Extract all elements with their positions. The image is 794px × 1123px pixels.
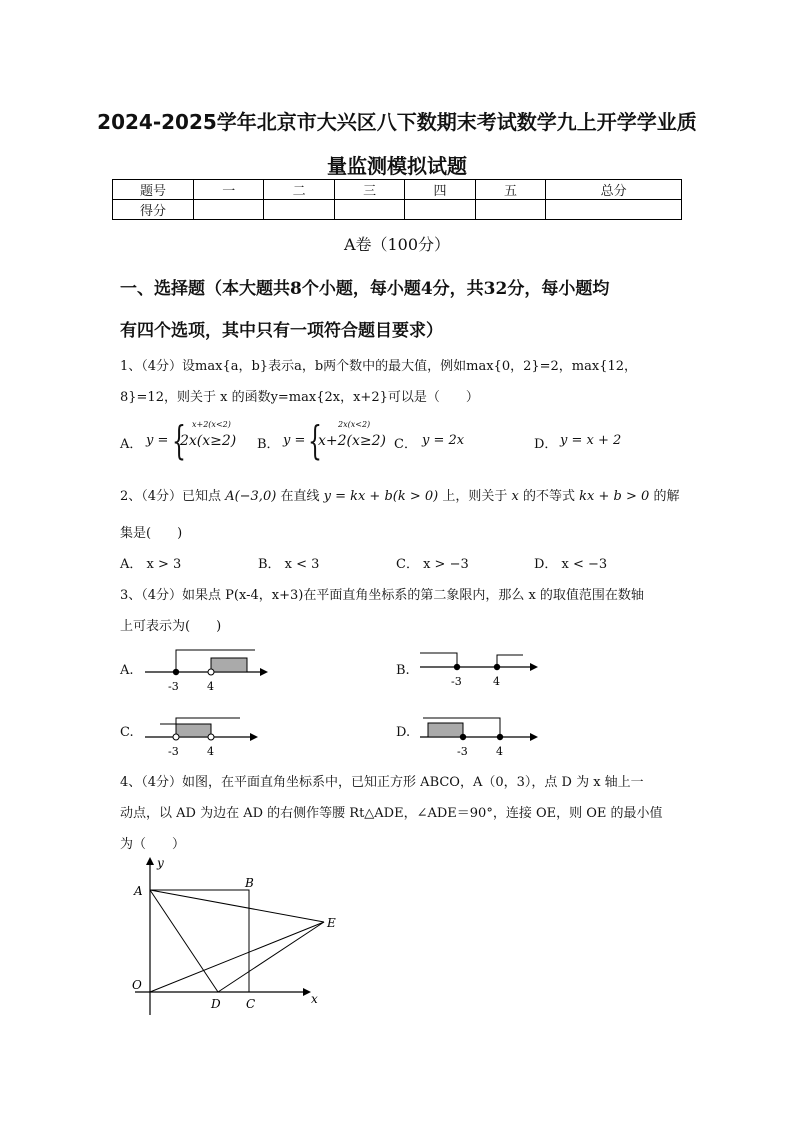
tick-label: 4 [207,745,214,758]
q2-option-b[interactable]: B． x < 3 [258,557,320,572]
tick-label: 4 [496,745,503,758]
q3-option-c-label[interactable]: C. [120,725,134,740]
score-cell[interactable] [194,200,264,220]
q2-line-equation: y = kx + b(k > 0) [323,489,439,504]
q1-option-a-label[interactable]: A． [120,437,143,452]
q2-inequality: kx + b > 0 [579,489,650,504]
q1-option-a-y: y = [146,433,169,448]
y-axis-arrow-icon [146,857,154,865]
label-o: O [132,978,142,992]
q2-line-1 [120,485,679,504]
table-cell: 总分 [546,180,682,200]
segment-oe [150,922,324,992]
q1-option-d-expr: y = x + 2 [560,433,622,448]
q3-number-line-a [140,645,270,695]
score-cell[interactable] [405,200,475,220]
score-table-score-row [113,200,682,220]
q3-number-line-d [415,710,545,760]
table-cell: 五 [475,180,545,200]
q3-option-a-label[interactable]: A. [120,663,134,678]
tick-label: -3 [457,745,468,758]
q2-text: 的不等式 [523,489,576,504]
label-d: D [211,997,221,1011]
part1-heading-line-1: 一、选择题（本大题共8个小题，每小题4分，共32分，每小题均 [120,279,610,299]
table-cell: 得分 [113,200,194,220]
q1-option-b-case2: x+2(x≥2) [318,433,386,449]
q3-line-2: 上可表示为( ) [120,619,222,634]
q3-option-d-label[interactable]: D. [396,725,411,740]
label-x: x [311,992,318,1006]
tick-label: -3 [451,675,462,688]
x-axis-arrow-icon [303,988,311,996]
score-table [112,179,682,220]
q2-line-2: 集是( ) [120,526,183,541]
label-y: y [157,856,164,870]
q2-text: 上，则关于 [442,489,508,504]
score-cell[interactable] [334,200,404,220]
q2-point: A(−3,0) [225,489,277,504]
q4-line-2: 动点，以 AD 为边在 AD 的右侧作等腰 Rt△ADE，∠ADE＝90°，连接 OE，则 OE 的最小值 [120,806,663,821]
q1-option-b-y: y = [283,433,306,448]
segment-ad [150,890,218,992]
q2-text: 2、（4分）已知点 [120,489,222,504]
q2-text: 的解 [653,489,680,504]
q3-option-b-label[interactable]: B. [396,663,410,678]
q3-number-line-b [415,645,545,695]
q2-text: 在直线 [280,489,320,504]
part1-heading-line-2: 有四个选项，其中只有一项符合题目要求） [120,321,443,341]
title-line-1: 2024-2025学年北京市大兴区八下数期末考试数学九上开学学业质 [97,110,697,134]
label-a: A [134,884,143,898]
q1-line-1: 1、（4分）设max{a，b}表示a，b两个数中的最大值，例如max{0，2}=2，max{12， [120,359,638,374]
table-cell: 二 [264,180,334,200]
label-c: C [246,997,256,1011]
q1-options [120,418,680,466]
q4-geometry-figure [125,855,355,1020]
tick-label: -3 [168,745,179,758]
q1-line-2: 8}=12，则关于 x 的函数y=max{2x，x+2}可以是（ ） [120,390,479,405]
segment-de [218,922,324,992]
q2-option-c[interactable]: C． x > −3 [396,557,469,572]
table-cell: 三 [334,180,404,200]
score-table-header-row [113,180,682,200]
q1-option-b-label[interactable]: B． [257,437,280,452]
score-cell[interactable] [264,200,334,220]
q1-option-b-case1: 2x(x<2) [338,420,371,429]
section-a-title: A卷（100分） [343,235,451,254]
title-line-2: 量监测模拟试题 [327,154,467,178]
q4-line-1: 4、（4分）如图，在平面直角坐标系中，已知正方形 ABCO，A（0，3），点 D 为 x 轴上一 [120,775,644,790]
q1-option-d-label[interactable]: D． [534,437,558,452]
score-cell[interactable] [475,200,545,220]
q1-option-c-expr: y = 2x [422,433,465,448]
q3-number-line-c [140,710,270,760]
segment-ae [150,890,324,922]
q3-line-1: 3、（4分）如果点 P(x-4，x+3)在平面直角坐标系的第二象限内，那么 x 的取值范围在数轴 [120,588,644,603]
table-cell: 四 [405,180,475,200]
tick-label: -3 [168,680,179,693]
table-cell: 一 [194,180,264,200]
label-b: B [245,876,254,890]
brace-icon: { [308,420,322,465]
brace-icon: { [172,420,186,465]
tick-label: 4 [207,680,214,693]
q1-option-a-case1: x+2(x<2) [192,420,231,429]
q2-option-a[interactable]: A． x > 3 [120,557,182,572]
q1-option-c-label[interactable]: C． [394,437,417,452]
table-cell: 题号 [113,180,194,200]
tick-label: 4 [493,675,500,688]
q1-option-a-case2: 2x(x≥2) [180,433,237,449]
q4-line-3: 为（ ） [120,837,186,852]
q2-var: x [511,489,519,504]
score-cell[interactable] [546,200,682,220]
q2-option-d[interactable]: D． x < −3 [534,557,608,572]
label-e: E [327,916,336,930]
